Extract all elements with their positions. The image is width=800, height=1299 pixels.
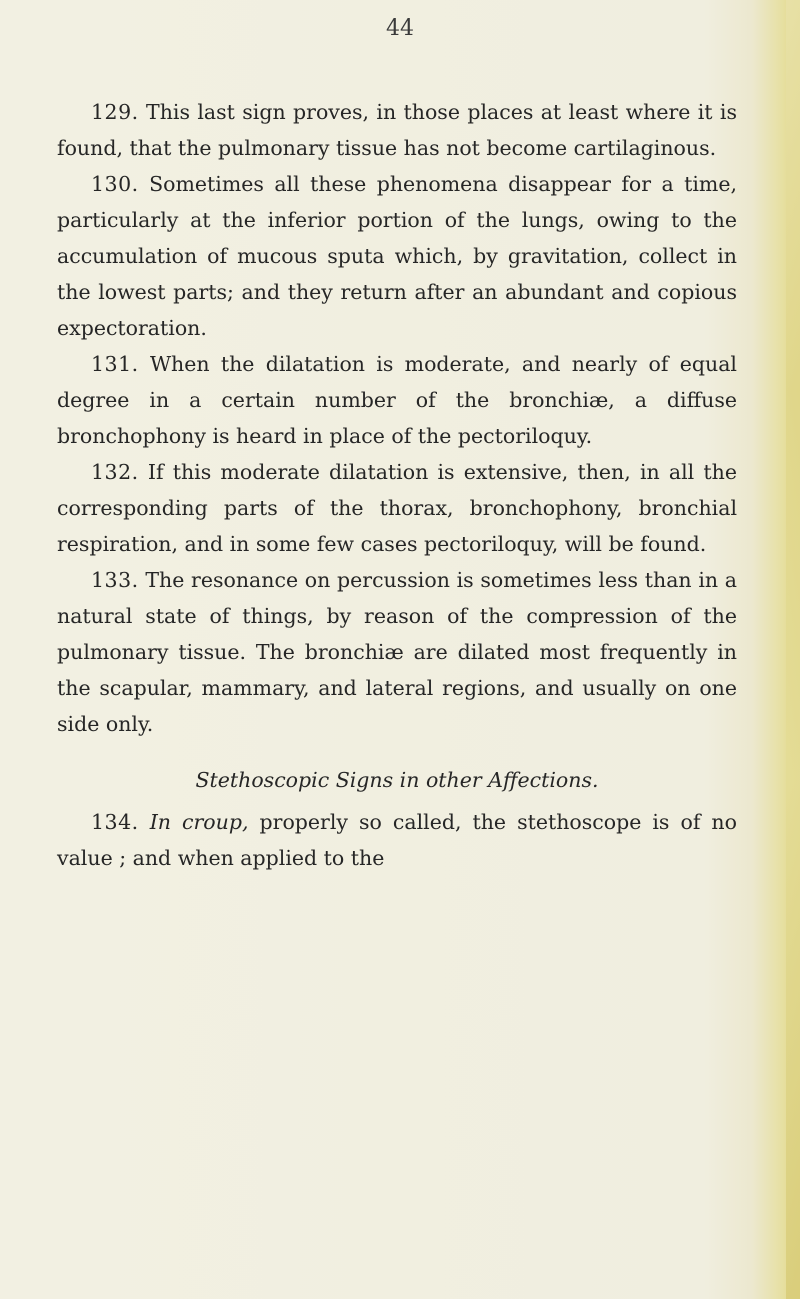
italic-lead: In croup, <box>149 810 249 834</box>
paragraph-number: 133. <box>91 568 139 592</box>
paragraph-number: 131. <box>91 352 139 376</box>
page-number: 44 <box>386 16 414 41</box>
paragraph-131 <box>57 346 737 454</box>
paragraph-text: When the dilatation is moderate, and nearly of equal degree in a certain number of the bronchiæ, a diffuse bronchophony is heard in place of the pectoriloquy. <box>57 352 737 448</box>
page-edge-shading <box>786 0 800 1299</box>
paragraph-number: 132. <box>91 460 139 484</box>
paragraph-130 <box>57 166 737 346</box>
paragraph-129 <box>57 94 737 166</box>
body-text <box>57 94 737 876</box>
paragraph-133 <box>57 562 737 742</box>
paragraph-text: properly so called, the stethoscope is of no value ; and when applied to the <box>57 810 737 870</box>
paragraph-134 <box>57 804 737 876</box>
paragraph-text: Sometimes all these phenomena disappear for a time, particularly at the inferior portion of the lungs, owing to the accumulation of mucous sputa which, by gravitation, collect in the lowest parts; and they return after an abundant and copious expectoration. <box>57 172 737 340</box>
paragraph-132 <box>57 454 737 562</box>
paragraph-number: 129. <box>91 100 139 124</box>
paragraph-number: 134. <box>91 810 139 834</box>
paragraph-text: If this moderate dilatation is extensive, then, in all the corresponding parts of the thorax, bronchophony, bronchial respiration, and in some few cases pectoriloquy, will be found. <box>57 460 737 556</box>
section-heading: Stethoscopic Signs in other Affections. <box>195 768 599 792</box>
paragraph-text: This last sign proves, in those places at least where it is found, that the pulmonary tissue has not become cartilaginous. <box>57 100 737 160</box>
paragraph-number: 130. <box>91 172 139 196</box>
paragraph-text: The resonance on percussion is sometimes less than in a natural state of things, by reason of the compression of the pulmonary tissue. The bronchiæ are dilated most frequently in the scapular, mammary, and lateral regions, and usually on one side only. <box>57 568 737 736</box>
